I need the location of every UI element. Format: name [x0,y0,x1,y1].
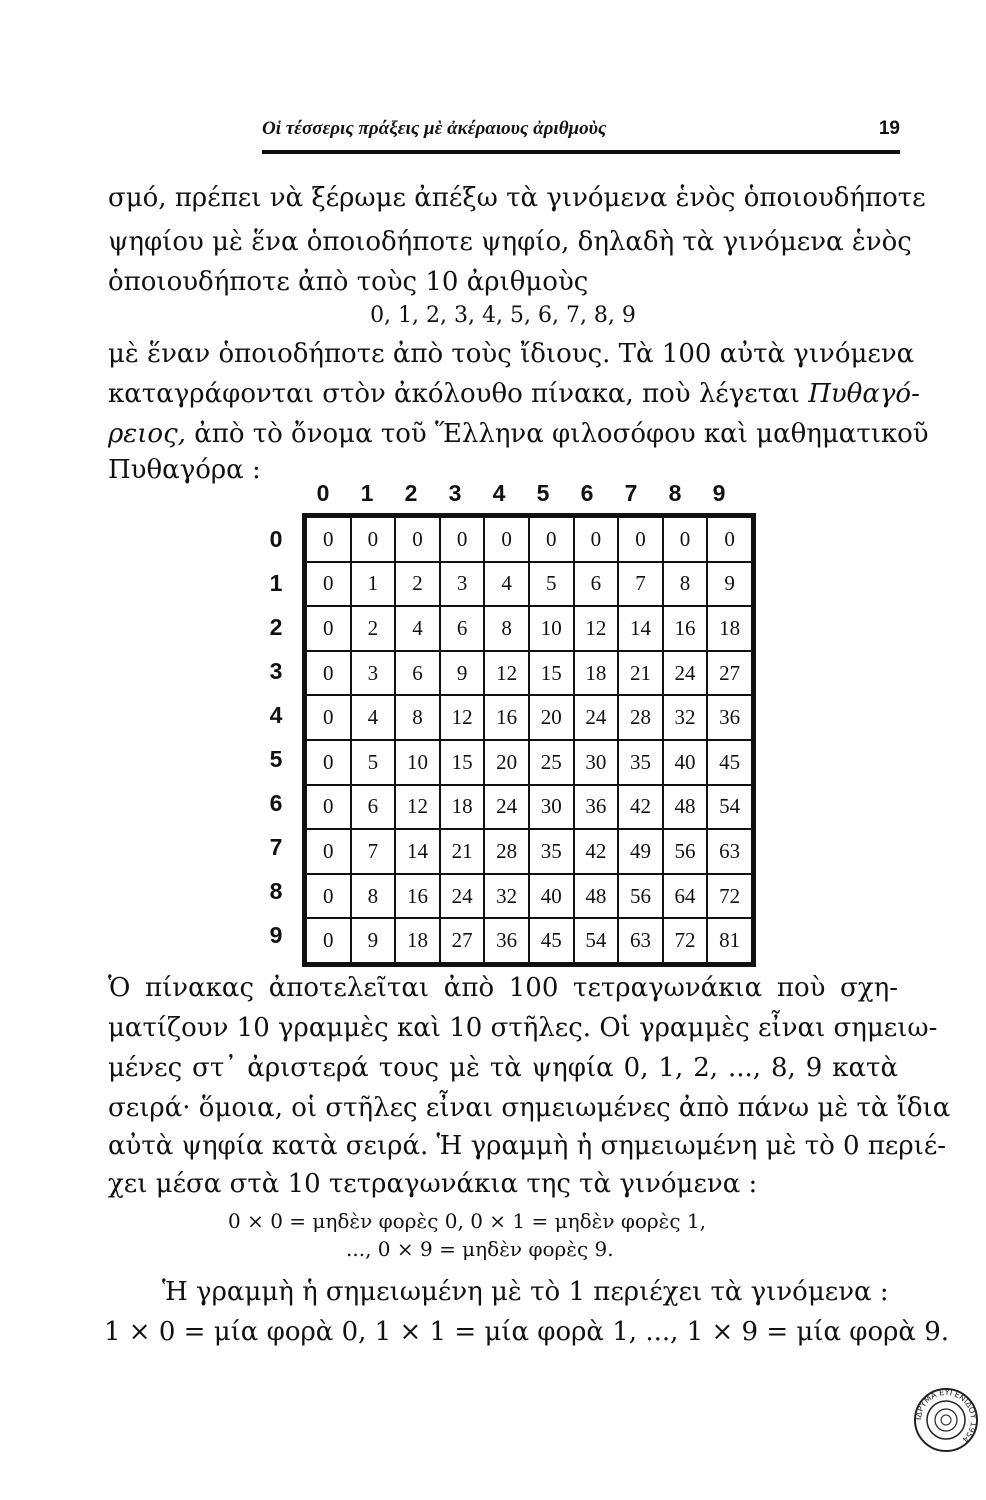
table-cell: 21 [440,829,485,874]
table-cell: 28 [618,695,663,740]
intro-line-7-text: ἀπὸ τὸ ὄνομα τοῦ Ἕλληνα φιλοσόφου καὶ μαθηματικοῦ [194,419,929,449]
table-cell: 45 [707,740,753,785]
table-cell: 9 [351,918,396,964]
table-cell: 18 [574,651,619,696]
table-cell: 0 [663,516,708,562]
table-cell: 14 [395,829,440,874]
after-line-3: μένες στ᾿ ἀριστερά τους μὲ τὰ ψηφία 0, 1, 2, ..., 8, 9 κατὰ [108,1053,898,1083]
table-row [305,829,754,874]
stamp-text: ΙΔΡΥΜΑ ΕΥΓΕΝΙΔΟΥ 1954 [913,1387,979,1445]
row-header: 9 [269,922,283,948]
table-cell: 35 [618,740,663,785]
column-header: 5 [536,480,550,506]
intro-line-7 [108,416,929,452]
table-cell: 42 [618,785,663,830]
table-cell: 81 [707,918,753,964]
table-cell: 0 [484,516,529,562]
table-cell: 2 [395,562,440,607]
table-cell: 63 [618,918,663,964]
after-line-6: χει μέσα στὰ 10 τετραγωνάκια της τὰ γινόμενα : [108,1169,758,1199]
table-cell: 8 [395,695,440,740]
table-cell: 0 [305,516,351,562]
intro-line-6-text: καταγράφονται στὸν ἀκόλουθο πίνακα, ποὺ λέγεται [108,379,800,409]
table-cell: 30 [574,740,619,785]
pythagorean-term-1: Πυθαγό- [808,379,920,409]
table-cell: 0 [305,606,351,651]
table-cell: 12 [395,785,440,830]
table-cell: 0 [305,651,351,696]
after-line-8: 1 × 0 = μία φορὰ 0, 1 × 1 = μία φορὰ 1, ..., 1 × 9 = μία φορὰ 9. [104,1317,950,1347]
table-cell: 0 [440,516,485,562]
table-row [305,562,754,607]
table-cell: 42 [574,829,619,874]
intro-line-8: Πυθαγόρα : [108,455,261,485]
table-cell: 0 [305,874,351,919]
table-cell: 0 [305,740,351,785]
table-row [305,516,754,562]
table-cell: 0 [305,562,351,607]
column-header: 3 [448,480,462,506]
table-cell: 56 [618,874,663,919]
table-cell: 8 [484,606,529,651]
table-cell: 4 [351,695,396,740]
intro-line-3: ὁποιουδήποτε ἀπὸ τοὺς 10 ἀριθμοὺς [108,267,589,297]
equation-line-1: 0 × 0 = μηδὲν φορὲς 0, 0 × 1 = μηδὲν φορὲς 1, [228,1209,707,1233]
table-cell: 63 [707,829,753,874]
table-cell: 72 [707,874,753,919]
table-cell: 24 [484,785,529,830]
table-cell: 0 [529,516,574,562]
table-row [305,785,754,830]
table-cell: 21 [618,651,663,696]
table-cell: 0 [305,918,351,964]
row-header: 2 [269,614,283,640]
table-cell: 24 [574,695,619,740]
table-cell: 24 [663,651,708,696]
table-cell: 6 [395,651,440,696]
row-header: 7 [269,834,283,860]
table-cell: 24 [440,874,485,919]
table-cell: 10 [395,740,440,785]
table-row [305,695,754,740]
page-header [262,118,900,154]
table-cell: 0 [351,516,396,562]
row-header: 5 [269,746,283,772]
table-cell: 6 [574,562,619,607]
column-header: 0 [316,480,330,506]
intro-line-5: μὲ ἕναν ὁποιοδήποτε ἀπὸ τοὺς ἴδιους. Τὰ 100 αὐτὰ γινόμενα [108,339,915,369]
table-cell: 16 [663,606,708,651]
table-cell: 40 [663,740,708,785]
table-cell: 1 [351,562,396,607]
table-cell: 18 [707,606,753,651]
table-cell: 35 [529,829,574,874]
table-row [305,918,754,964]
table-cell: 4 [484,562,529,607]
column-header: 9 [712,480,726,506]
table-cell: 48 [663,785,708,830]
running-title: Οἱ τέσσερις πράξεις μὲ ἀκέραιους ἀριθμοὺς [262,118,607,139]
table-cell: 8 [663,562,708,607]
after-line-7: Ἡ γραμμὴ ἡ σημειωμένη μὲ τὸ 1 περιέχει τὰ γινόμενα : [162,1277,889,1307]
table-cell: 0 [574,516,619,562]
table-cell: 72 [663,918,708,964]
page-number: 19 [878,118,900,139]
pythagorean-table [302,513,756,967]
table-cell: 15 [440,740,485,785]
table-cell: 7 [351,829,396,874]
table-cell: 49 [618,829,663,874]
after-line-4: σειρά· ὅμοια, οἱ στῆλες εἶναι σημειωμένες ἀπὸ πάνω μὲ τὰ ἴδια [108,1093,951,1123]
table-cell: 18 [440,785,485,830]
after-line-5: αὐτὰ ψηφία κατὰ σειρά. Ἡ γραμμὴ ἡ σημειωμένη μὲ τὸ 0 περιέ- [108,1131,947,1161]
table-cell: 40 [529,874,574,919]
table-cell: 12 [484,651,529,696]
table-row [305,740,754,785]
table-row [305,606,754,651]
table-cell: 36 [574,785,619,830]
table-cell: 5 [351,740,396,785]
table-cell: 2 [351,606,396,651]
table-cell: 64 [663,874,708,919]
table-cell: 9 [707,562,753,607]
after-line-1: Ὁ πίνακας ἀποτελεῖται ἀπὸ 100 τετραγωνάκια ποὺ σχη- [108,973,898,1003]
table-cell: 0 [305,829,351,874]
column-header: 8 [668,480,682,506]
column-header: 6 [580,480,594,506]
table-cell: 6 [440,606,485,651]
table-cell: 48 [574,874,619,919]
column-header: 2 [404,480,418,506]
table-cell: 5 [529,562,574,607]
table-cell: 18 [395,918,440,964]
table-cell: 7 [618,562,663,607]
column-header: 7 [624,480,638,506]
table-cell: 20 [484,740,529,785]
row-header: 6 [269,790,283,816]
row-header: 8 [269,878,283,904]
intro-line-1: σμό, πρέπει νὰ ξέρωμε ἀπέξω τὰ γινόμενα ἑνὸς ὁποιουδήποτε [108,183,926,213]
table-cell: 28 [484,829,529,874]
table-cell: 56 [663,829,708,874]
table-cell: 0 [305,695,351,740]
table-cell: 0 [618,516,663,562]
table-cell: 36 [707,695,753,740]
digits-list: 0, 1, 2, 3, 4, 5, 6, 7, 8, 9 [370,303,636,328]
table-cell: 12 [440,695,485,740]
table-cell: 27 [440,918,485,964]
intro-line-6 [108,376,920,412]
column-header: 4 [492,480,506,506]
table-cell: 6 [351,785,396,830]
table-cell: 0 [395,516,440,562]
table-cell: 54 [574,918,619,964]
table-cell: 9 [440,651,485,696]
table-cell: 54 [707,785,753,830]
column-header: 1 [360,480,374,506]
table-cell: 25 [529,740,574,785]
row-header: 4 [269,702,283,728]
table-cell: 0 [707,516,753,562]
table-cell: 12 [574,606,619,651]
row-header: 1 [269,570,283,596]
table-cell: 0 [305,785,351,830]
foundation-stamp-icon [912,1386,980,1454]
table-row [305,651,754,696]
table-cell: 10 [529,606,574,651]
row-header: 0 [269,526,283,552]
table-cell: 32 [663,695,708,740]
table-cell: 32 [484,874,529,919]
intro-line-2: ψηφίου μὲ ἕνα ὁποιοδήποτε ψηφίο, δηλαδὴ τὰ γινόμενα ἑνὸς [108,227,912,257]
table-cell: 36 [484,918,529,964]
table-cell: 30 [529,785,574,830]
table-cell: 4 [395,606,440,651]
table-cell: 3 [351,651,396,696]
pythagorean-term-2: ρειος, [108,419,186,449]
table-cell: 3 [440,562,485,607]
table-cell: 16 [484,695,529,740]
table-cell: 45 [529,918,574,964]
equation-line-2: ..., 0 × 9 = μηδὲν φορὲς 9. [346,1237,614,1261]
table-cell: 14 [618,606,663,651]
table-cell: 8 [351,874,396,919]
after-line-2: ματίζουν 10 γραμμὲς καὶ 10 στῆλες. Οἱ γραμμὲς εἶναι σημειω- [108,1013,938,1043]
table-cell: 20 [529,695,574,740]
row-header: 3 [269,658,283,684]
svg-text:ΙΔΡΥΜΑ ΕΥΓΕΝΙΔΟΥ 1954 [914,1388,978,1444]
table-cell: 27 [707,651,753,696]
table-cell: 16 [395,874,440,919]
table-row [305,874,754,919]
table-cell: 15 [529,651,574,696]
